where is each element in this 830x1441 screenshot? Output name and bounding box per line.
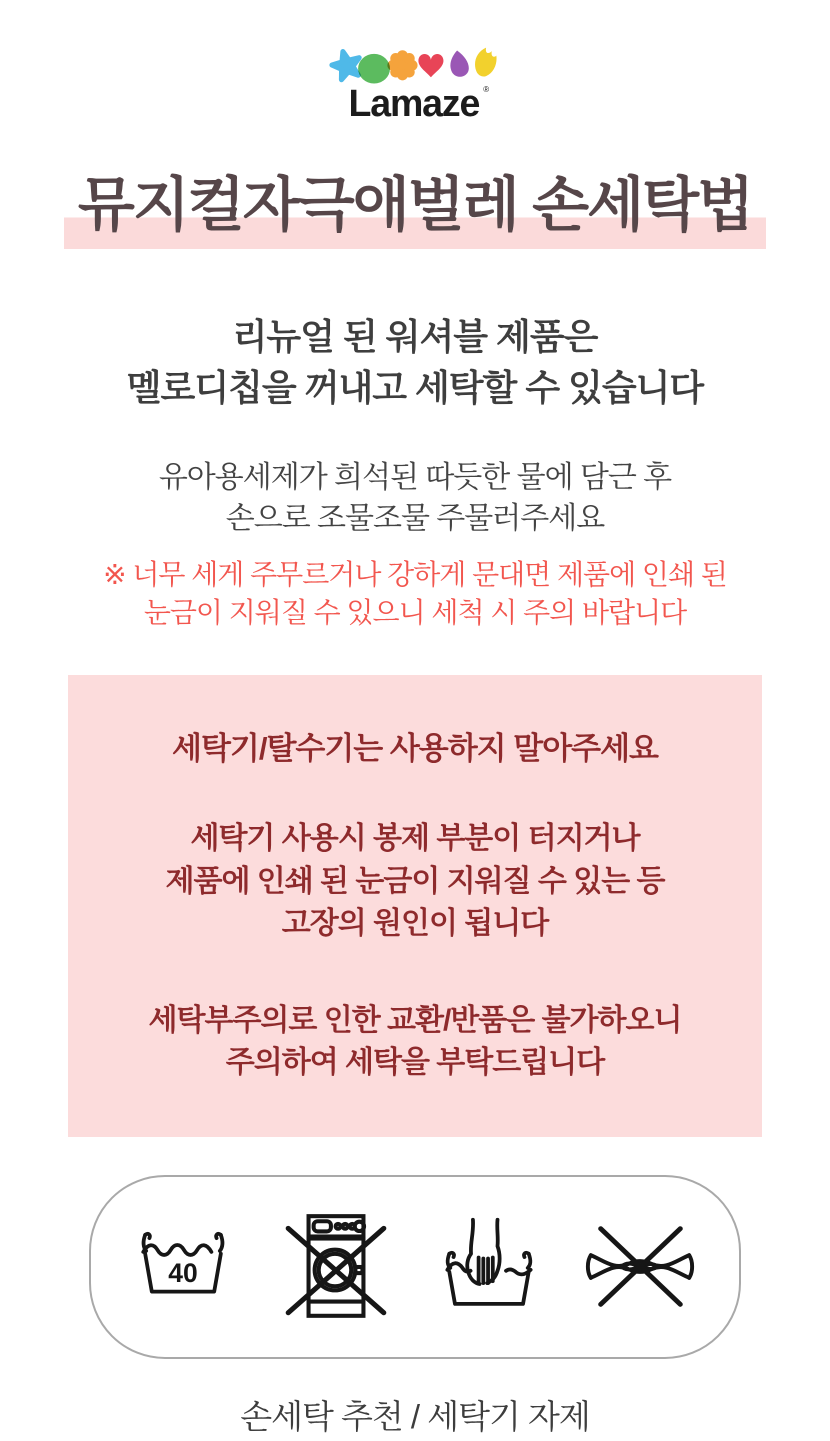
- lamaze-logo: [0, 0, 830, 130]
- notice-p2-line1: 세탁부주의로 인한 교환/반품은 불가하오니: [148, 1003, 682, 1037]
- warning-line1: ※ 너무 세게 주무르거나 강하게 문대면 제품에 인쇄 된: [103, 558, 727, 590]
- notice-p1-line3: 고장의 원인이 됩니다: [281, 907, 549, 941]
- lamaze-wordmark: Lamaze: [348, 81, 480, 124]
- subtitle: [0, 311, 830, 413]
- notice-p1-line2: 제품에 인쇄 된 눈금이 지워질 수 있는 등: [165, 864, 665, 898]
- no-machine-wash-icon: [275, 1206, 397, 1328]
- drop-icon: [450, 50, 468, 76]
- page-title-text: 뮤지컬자극애벌레 손세탁법: [64, 170, 766, 249]
- notice-box: [68, 675, 762, 1137]
- flame-icon: [475, 48, 497, 77]
- instruction-line1: 유아용세제가 희석된 따듯한 물에 담근 후: [158, 461, 672, 495]
- lamaze-logo-icon: [324, 34, 506, 125]
- page-title: [0, 170, 830, 249]
- instruction-line2: 손으로 조물조물 주물러주세요: [225, 502, 605, 536]
- subtitle-line1: 리뉴얼 된 워셔블 제품은: [232, 315, 598, 357]
- warning-note: [0, 556, 830, 633]
- hand-wash-icon: [437, 1211, 541, 1323]
- heart-icon: [418, 54, 443, 77]
- notice-paragraph-1: [88, 818, 742, 946]
- notice-p2-line2: 주의하여 세탁을 부탁드립니다: [225, 1046, 605, 1080]
- flower-icon: [387, 50, 417, 80]
- notice-heading: 세탁기/탈수기는 사용하지 말아주세요: [172, 731, 658, 767]
- instruction: [0, 457, 830, 540]
- care-symbols-box: [89, 1175, 741, 1359]
- circle-shape-icon: [358, 54, 390, 84]
- notice-p1-line1: 세탁기 사용시 봉제 부분이 터지거나: [190, 822, 640, 856]
- registered-mark: ®: [483, 85, 490, 95]
- warning-line2: 눈금이 지워질 수 있으니 세척 시 주의 바랍니다: [143, 597, 687, 629]
- subtitle-line2: 멜로디칩을 꺼내고 세탁할 수 있습니다: [126, 366, 704, 408]
- notice-paragraph-2: [88, 1000, 742, 1085]
- caption: 손세탁 추천 / 세탁기 자제: [240, 1398, 590, 1436]
- star-icon: [329, 48, 363, 81]
- wash-temperature-label: 40: [168, 1258, 198, 1289]
- wash-40-icon: [131, 1219, 235, 1315]
- no-wring-icon: [581, 1221, 699, 1313]
